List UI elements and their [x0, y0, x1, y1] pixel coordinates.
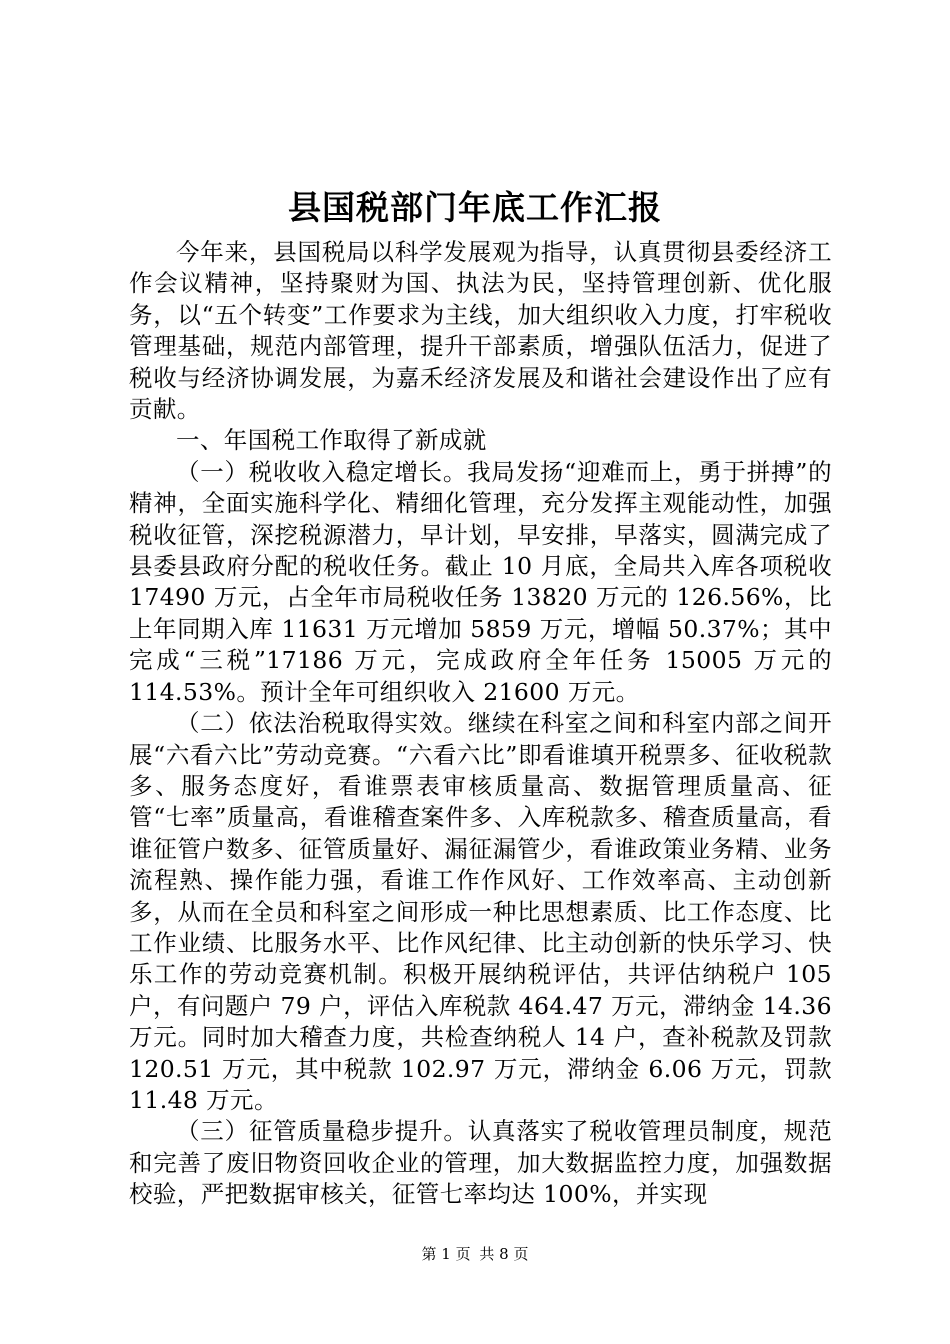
page-footer	[0, 1244, 950, 1264]
page-number: 第 1 页	[421, 1245, 471, 1263]
document-body	[129, 237, 832, 1211]
paragraph-intro: 今年来，县国税局以科学发展观为指导，认真贯彻县委经济工作会议精神，坚持聚财为国、执法为民，坚持管理创新、优化服务，以“五个转变”工作要求为主线，加大组织收入力度，打牢税收管理基础，规范内部管理，提升干部素质，增强队伍活力，促进了税收与经济协调发展，为嘉禾经济发展及和谐社会建设作出了应有贡献。	[129, 238, 832, 424]
paragraph-tax-revenue: （一）税收收入稳定增长。我局发扬“迎难而上，勇于拼搏”的精神，全面实施科学化、精细化管理，充分发挥主观能动性，加强税收征管，深挖税源潜力，早计划，早安排，早落实，圆满完成了县委县政府分配的税收任务。截止 10 月底，全局共入库各项税收 17490 万元，占全年市局税收任务 13820 万元的 126.56%，比上年同期入库 11631 万元增加 5859 万元，增幅 50.37%；其中完成“三税”17186 万元，完成政府全年任务 15005 万元的 114.53%。预计全年可组织收入 21600 万元。	[129, 457, 832, 706]
document-title: 县国税部门年底工作汇报	[288, 188, 662, 227]
page-total: 共 8 页	[479, 1245, 529, 1263]
paragraph-rule-of-law: （二）依法治税取得实效。继续在科室之间和科室内部之间开展“六看六比”劳动竞赛。“六看六比”即看谁填开税票多、征收税款多、服务态度好，看谁票表审核质量高、数据管理质量高、征管“七率”质量高，看谁稽查案件多、入库税款多、稽查质量高，看谁征管户数多、征管质量好、漏征漏管少，看谁政策业务精、业务流程熟、操作能力强，看谁工作作风好、工作效率高、主动创新多，从而在全员和科室之间形成一种比思想素质、比工作态度、比工作业绩、比服务水平、比作风纪律、比主动创新的快乐学习、快乐工作的劳动竞赛机制。积极开展纳税评估，共评估纳税户 105 户，有问题户 79 户，评估入库税款 464.47 万元，滞纳金 14.36 万元。同时加大稽查力度，共检查纳税人 14 户，查补税款及罚款 120.51 万元，其中税款 102.97 万元，滞纳金 6.06 万元，罚款 11.48 万元。	[129, 709, 832, 1114]
paragraph-collection-quality: （三）征管质量稳步提升。认真落实了税收管理员制度，规范和完善了废旧物资回收企业的管理，加大数据监控力度，加强数据校验，严把数据审核关，征管七率均达 100%，并实现	[129, 1117, 832, 1209]
section-heading-1: 一、年国税工作取得了新成就	[176, 426, 487, 455]
